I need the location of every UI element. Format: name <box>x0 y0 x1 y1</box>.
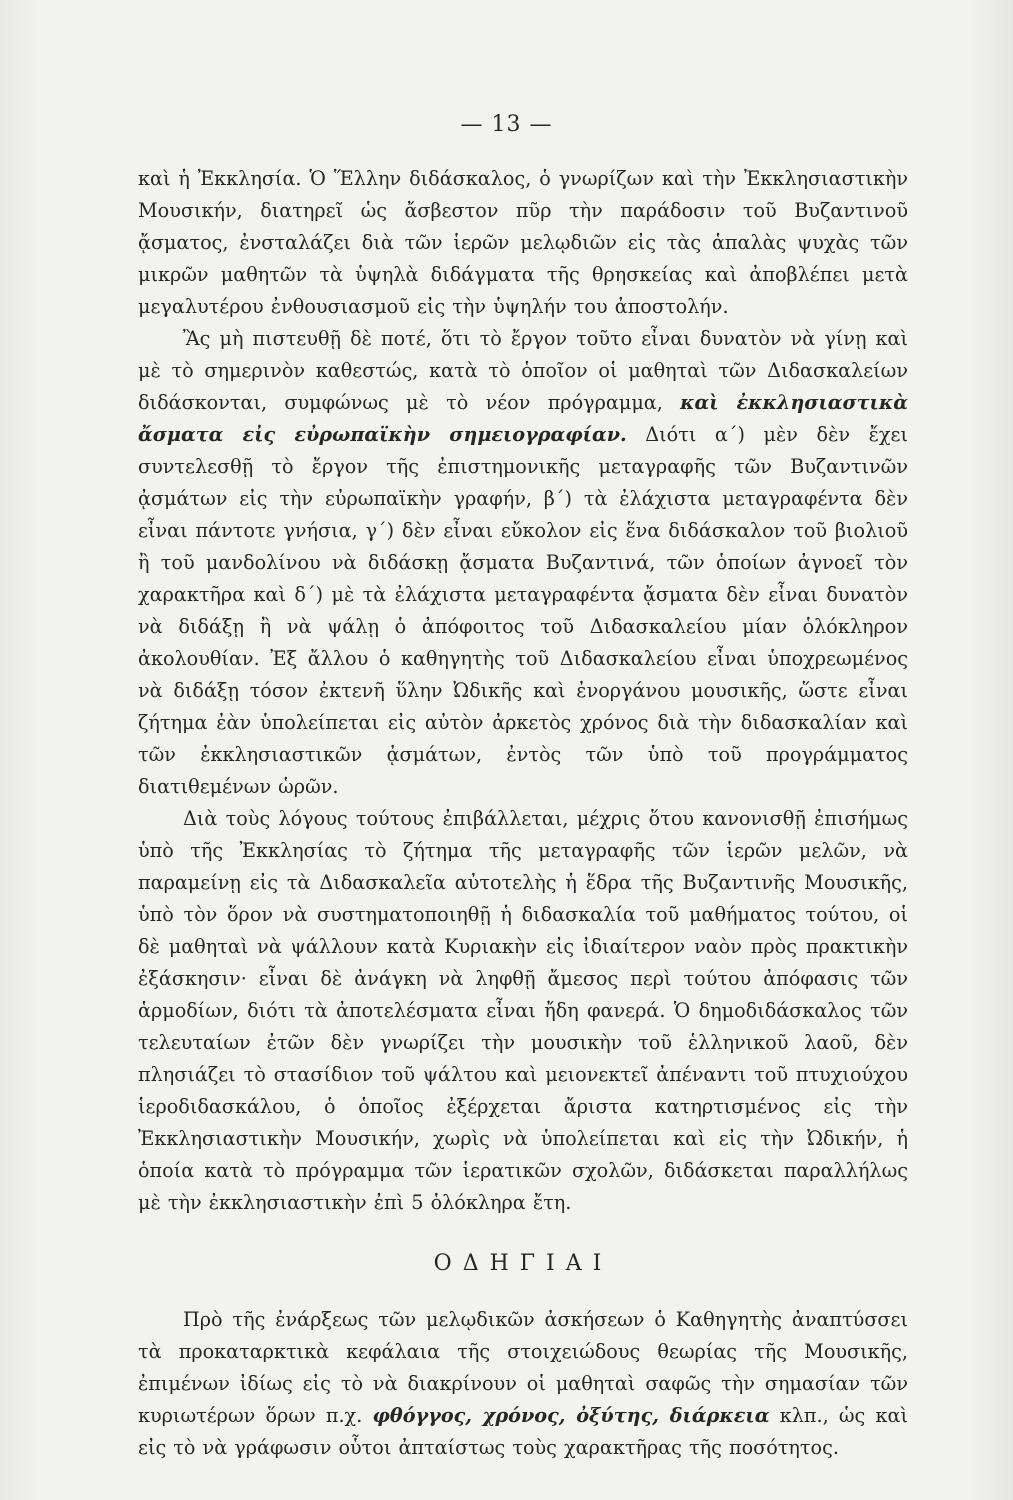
instructions-emphasis: φθόγγος, χρόνος, ὀξύτης, διάρκεια <box>372 1404 770 1427</box>
paragraph-2-text-b: Διότι α΄) μὲν δὲν ἔχει συντελεσθῇ τὸ ἔργον τῆς ἐπιστημονικῆς μεταγραφῆς τῶν Βυζαντινῶν ᾀσμάτων εἰς τὴν εὐρωπαϊκὴν γραφήν, β΄) τὰ ἐλάχιστα μεταγραφέντα δὲν εἶναι πάντοτε γνήσια, γ΄) δὲν εἶναι εὔκολον εἰς ἕνα διδάσκαλον τοῦ βιολιοῦ ἢ τοῦ μανδολίνου νὰ διδάσκῃ ᾄσματα Βυζαντινά, τῶν ὁποίων ἀγνοεῖ τὸν χαρακτῆρα καὶ δ΄) μὲ τὰ ἐλάχιστα μεταγραφέντα ᾄσματα δὲν εἶναι δυνατὸν νὰ διδάξῃ ἢ νὰ ψάλῃ ὁ ἀπόφοιτος τοῦ Διδασκαλείου μίαν ὁλόκληρον ἀκολουθίαν. Ἐξ ἄλλου ὁ καθηγητὴς τοῦ Διδασκαλείου εἶναι ὑποχρεωμένος νὰ διδάξῃ τόσον ἐκτενῆ ὕλην Ὠδικῆς καὶ ἐνοργάνου μουσικῆς, ὥστε εἶναι ζήτημα ἐὰν ὑπολείπεται εἰς αὐτὸν ἀρκετὸς χρόνος διὰ τὴν διδασκαλίαν καὶ τῶν ἐκκλησιαστικῶν ᾀσμάτων, ἐντὸς τῶν ὑπὸ τοῦ προγράμματος διατιθεμένων ὡρῶν. <box>138 423 908 798</box>
page-number: — 13 — <box>460 112 553 137</box>
paragraph-2-text-a: Ἂς μὴ πιστευθῇ δὲ ποτέ, ὅτι τὸ ἔργον τοῦτο εἶναι δυνατὸν νὰ γίνῃ καὶ μὲ τὸ σημερινὸν καθεστώς, κατὰ τὸ ὁποῖον οἱ μαθηταὶ τῶν Διδασκαλείων διδάσκονται, συμφώνως μὲ τὸ νέον πρόγραμμα, <box>138 327 908 414</box>
paragraph-3: Διὰ τοὺς λόγους τούτους ἐπιβάλλεται, μέχρις ὅτου κανονισθῇ ἐπισήμως ὑπὸ τῆς Ἐκκλησίας τὸ ζήτημα τῆς μεταγραφῆς τῶν ἱερῶν μελῶν, νὰ παραμείνῃ εἰς τὰ Διδασκαλεῖα αὐτοτελὴς ἡ ἕδρα τῆς Βυζαντινῆς Μουσικῆς, ὑπὸ τὸν ὅρον νὰ συστηματοποιηθῇ ἡ διδασκαλία τοῦ μαθήματος τούτου, οἱ δὲ μαθηταὶ νὰ ψάλλουν κατὰ Κυριακὴν εἰς ἰδιαίτερον ναὸν πρὸς πρακτικὴν ἐξάσκησιν· εἶναι δὲ ἀνάγκη νὰ ληφθῇ ἄμεσος περὶ τούτου ἀπόφασις τῶν ἁρμοδίων, διότι τὰ ἀποτελέσματα εἶναι ἤδη φανερά. Ὁ δημοδιδάσκαλος τῶν τελευταίων ἐτῶν δὲν γνωρίζει τὴν μουσικὴν τοῦ ἑλληνικοῦ λαοῦ, δὲν πλησιάζει τὸ στασίδιον τοῦ ψάλτου καὶ μειονεκτεῖ ἀπέναντι τοῦ πτυχιούχου ἱεροδιδασκάλου, ὁ ὁποῖος ἐξέρχεται ἄριστα κατηρτισμένος εἰς τὴν Ἐκκλησιαστικὴν Μουσικήν, χωρὶς νὰ ὑπολείπεται καὶ εἰς τὴν Ὠδικήν, ἡ ὁποία κατὰ τὸ πρόγραμμα τῶν ἱερατικῶν σχολῶν, διδάσκεται παραλλήλως μὲ τὴν ἐκκλησιαστικὴν ἐπὶ 5 ὁλόκληρα ἔτη. <box>138 807 908 1214</box>
paragraph-instructions <box>138 1304 908 1464</box>
paragraph-1: καὶ ἡ Ἐκκλησία. Ὁ Ἕλλην διδάσκαλος, ὁ γνωρίζων καὶ τὴν Ἐκκλησιαστικὴν Μουσικήν, διατηρεῖ ὡς ἄσβεστον πῦρ τὴν παράδοσιν τοῦ Βυζαντινοῦ ᾄσματος, ἐνσταλάζει διὰ τῶν ἱερῶν μελῳδιῶν εἰς τὰς ἁπαλὰς ψυχὰς τῶν μικρῶν μαθητῶν τὰ ὑψηλὰ διδάγματα τῆς θρησκείας καὶ ἀποβλέπει μετὰ μεγαλυτέρου ἐνθουσιασμοῦ εἰς τὴν ὑψηλήν του ἀποστολήν. <box>138 167 908 318</box>
instructions-text-a: Πρὸ τῆς ἐνάρξεως τῶν μελῳδικῶν ἀσκήσεων ὁ Καθηγητὴς ἀναπτύσσει τὰ προκαταρκτικὰ κεφάλαια τῆς στοιχειώδους θεωρίας τῆς Μουσικῆς, ἐπιμένων ἰδίως εἰς τὸ νὰ διακρίνουν οἱ μαθηταὶ σαφῶς τὴν σημασίαν τῶν κυριωτέρων ὅρων π.χ. <box>138 1308 908 1427</box>
paragraph-2-emphasis: καὶ ἐκκλησιαστικὰ ἄσματα εἰς εὐρωπαϊκὴν σημειογραφίαν. <box>138 391 908 446</box>
section-heading: ΟΔΗΓΙΑΙ <box>433 1251 613 1276</box>
paragraph-2 <box>138 323 908 803</box>
document-body <box>138 163 908 1464</box>
instructions-text-b: κλπ., ὡς καὶ εἰς τὸ νὰ γράφωσιν οὗτοι ἀπταίστως τοὺς χαρακτῆρας τῆς ποσότητος. <box>138 1404 908 1459</box>
